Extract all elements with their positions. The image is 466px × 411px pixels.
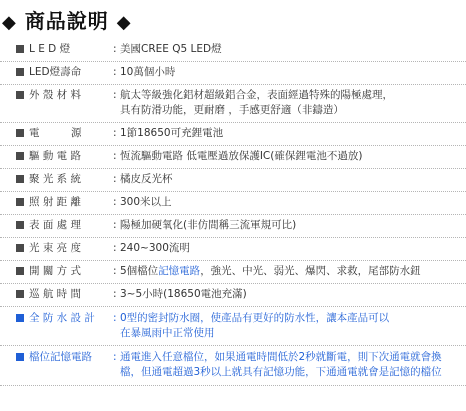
row-divider xyxy=(0,214,466,215)
spec-label: 巡 航 時 間 xyxy=(29,288,82,300)
square-bullet-icon xyxy=(16,129,24,137)
row-divider xyxy=(0,345,466,346)
spec-value: 1節18650可充鋰電池 xyxy=(120,127,224,139)
colon: : xyxy=(113,173,117,185)
colon: : xyxy=(113,127,117,139)
spec-value-line2: 在暴風雨中正常使用 xyxy=(120,327,215,339)
row-divider xyxy=(0,122,466,123)
spec-label: 檔位記憶電路 xyxy=(29,351,92,363)
spec-value: 0型的密封防水圈，使產品有更好的防水性，讓本產品可以 xyxy=(120,312,390,324)
row-divider xyxy=(0,191,466,192)
square-bullet-icon xyxy=(16,267,24,275)
diamond-right-icon: ◆ xyxy=(116,12,132,33)
square-bullet-icon xyxy=(16,221,24,229)
square-bullet-icon xyxy=(16,198,24,206)
title-text: 商品說明 xyxy=(24,9,109,33)
row-divider xyxy=(0,306,466,307)
diamond-left-icon: ◆ xyxy=(2,12,17,33)
colon: : xyxy=(113,242,117,254)
square-bullet-icon xyxy=(16,68,24,76)
spec-value: 橘皮反光杯 xyxy=(120,173,173,185)
spec-label: 照 射 距 離 xyxy=(29,196,82,208)
colon: : xyxy=(113,89,117,101)
row-divider xyxy=(0,84,466,85)
colon: : xyxy=(113,66,117,78)
colon: : xyxy=(113,43,117,55)
value-post: ，強光、中光、弱光、爆閃、求救，尾部防水鈕 xyxy=(200,265,421,277)
spec-label: 電 源 xyxy=(29,127,82,139)
square-bullet-icon xyxy=(16,91,24,99)
row-divider xyxy=(0,145,466,146)
spec-value: 恆流驅動電路 低電壓過放保護IC(確保鋰電池不過放) xyxy=(120,150,363,162)
row-divider xyxy=(0,168,466,169)
spec-value: 通電進入任意檔位，如果通電時間低於2秒就斷電，則下次通電就會換 xyxy=(120,351,442,363)
colon: : xyxy=(113,219,117,231)
spec-label: LED燈壽命 xyxy=(29,66,82,78)
spec-label: 聚 光 系 統 xyxy=(29,173,82,185)
square-bullet-icon xyxy=(16,152,24,160)
spec-value: 300米以上 xyxy=(120,196,172,208)
row-divider xyxy=(0,385,466,386)
square-bullet-icon xyxy=(16,175,24,183)
spec-label: 開 關 方 式 xyxy=(29,265,82,277)
spec-value-line2: 檔，但通電超過3秒以上就具有記憶功能，下通通電就會是記憶的檔位 xyxy=(120,366,442,378)
spec-label: 表 面 處 理 xyxy=(29,219,82,231)
colon: : xyxy=(113,312,117,324)
row-divider xyxy=(0,260,466,261)
spec-label: 驅 動 電 路 xyxy=(29,150,82,162)
row-divider xyxy=(0,237,466,238)
section-title xyxy=(2,5,132,34)
square-bullet-icon xyxy=(16,353,24,361)
value-pre: 5個檔位 xyxy=(120,265,159,277)
square-bullet-icon xyxy=(16,244,24,252)
square-bullet-icon xyxy=(16,45,24,53)
square-bullet-icon xyxy=(16,290,24,298)
spec-value: 3~5小時(18650電池充滿) xyxy=(120,288,247,300)
spec-value: 10萬個小時 xyxy=(120,66,176,78)
colon: : xyxy=(113,265,117,277)
square-bullet-icon xyxy=(16,314,24,322)
colon: : xyxy=(113,196,117,208)
spec-value: 航太等級強化鋁材超級鋁合金，表面經過特殊的陽極處理， xyxy=(120,89,393,101)
spec-value: 陽極加硬氧化(非仿間稱三流軍規可比) xyxy=(120,219,297,231)
spec-value: 美國CREE Q5 LED燈 xyxy=(120,43,222,55)
colon: : xyxy=(113,150,117,162)
spec-value-line2: 具有防滑功能，更耐磨 ，手感更舒適（非鑄造） xyxy=(120,104,344,116)
spec-value xyxy=(120,264,460,279)
row-divider xyxy=(0,283,466,284)
spec-label: 光 束 亮 度 xyxy=(29,242,82,254)
row-divider xyxy=(0,61,466,62)
spec-label: L E D 燈 xyxy=(29,43,71,55)
spec-label: 外 殼 材 料 xyxy=(29,89,82,101)
spec-value: 240~300流明 xyxy=(120,242,190,254)
colon: : xyxy=(113,351,117,363)
spec-label: 全 防 水 設 計 xyxy=(29,312,95,324)
colon: : xyxy=(113,288,117,300)
memory-circuit-highlight: 記憶電路 xyxy=(158,265,201,277)
